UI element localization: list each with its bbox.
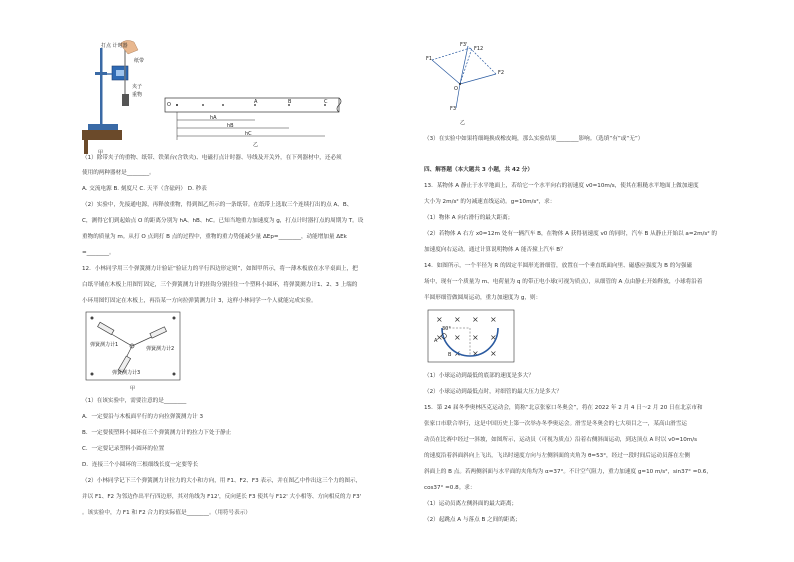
iron-stand-figure xyxy=(82,40,162,155)
svg-text:B: B xyxy=(448,352,452,358)
q14-line2: 场中，现有一个质量为 m、电荷量为 q 的带正电小球(可视为质点），从细管的 A 点由静止开始释放，小球将沿着 xyxy=(424,279,703,285)
svg-text:×: × xyxy=(436,315,443,324)
scale1-body xyxy=(98,322,114,334)
svg-text:F2: F2 xyxy=(498,70,505,76)
q13-sub1: （1）物体 A 向右滑行的最大距离； xyxy=(424,215,514,221)
svg-text:hB: hB xyxy=(227,123,234,129)
svg-text:×: × xyxy=(454,333,461,342)
force-diagram xyxy=(424,40,524,130)
table-top xyxy=(82,130,122,140)
svg-text:甲: 甲 xyxy=(98,150,104,156)
q12-opt-d: D．连接三个小圆环的三根细线长度一定要等长 xyxy=(82,462,199,468)
q12-opt-b: B．一定要使塑料小圆环在三个弹簧测力计的拉力下处于静止 xyxy=(82,430,232,436)
q11-line7: =________。 xyxy=(82,250,115,256)
svg-text:A: A xyxy=(254,99,258,105)
scale2-body xyxy=(150,327,167,338)
svg-text:打点 计时器: 打点 计时器 xyxy=(101,43,128,49)
q12-opt-c: C．一定要记录塑料小圆环的位置 xyxy=(82,446,165,452)
q12-line2: 白纸平铺在木板上用图钉固定，三个弹簧测力计的挂钩分别挂住一个塑料小圆环，将弹簧测力计1、2、3 上端的 xyxy=(82,282,358,288)
svg-text:A: A xyxy=(434,338,438,344)
svg-text:hA: hA xyxy=(210,115,217,121)
q11-line1: （1）除带夹子的重物、纸带、铁架台(含铁夹)、电磁打点计时器、导线及开关外，在下列器材中，还必须 xyxy=(82,155,342,161)
svg-text:30°: 30° xyxy=(442,326,451,332)
weight xyxy=(122,94,129,106)
svg-text:F12: F12 xyxy=(474,46,484,52)
q15-line2: 张家口市联合举行，这是中国历史上第一次举办冬季奥运会。滑雪是冬奥会的七大项目之一，某高山滑雪运 xyxy=(424,421,687,427)
q15-sub2: （2）起跳点 A 与落点 B 之间的距离； xyxy=(424,517,521,523)
q14-line3: 半圆形细管做圆周运动，重力加速度为 g，则： xyxy=(424,295,542,301)
svg-text:×: × xyxy=(454,315,461,324)
svg-text:重物: 重物 xyxy=(132,92,143,98)
svg-text:弹簧测力计3: 弹簧测力计3 xyxy=(112,370,141,376)
q14-sub2: （2）小球运动到最低点时，对细管的最大压力是多大？ xyxy=(424,389,562,395)
svg-text:O: O xyxy=(167,102,171,108)
svg-text:弹簧测力计2: 弹簧测力计2 xyxy=(146,346,175,352)
svg-text:B: B xyxy=(288,99,292,105)
q12-sub2c: 。该实验中，力 F1 和 F2 合力的实际值是________。（用符号表示） xyxy=(82,510,251,516)
q13-line1: 13．某物体 A 静止于水平地面上，若给它一个水平向右的初速度 v0=10m/s，使其在粗糙水平地面上做加速度 xyxy=(424,183,699,189)
q15-line1: 15．第 24 届冬季奥林匹克运动会，简称“北京张家口冬奥会”，将在 2022 年 2 月 4 日～2 月 20 日在北京市和 xyxy=(424,405,703,411)
svg-text:C: C xyxy=(324,99,328,105)
F3p-vector xyxy=(460,46,468,84)
svg-text:×: × xyxy=(490,333,497,342)
spring-scale-figure xyxy=(86,312,186,394)
stand-rod xyxy=(100,48,103,126)
q15-sub1: （1）运动员离左侧斜面的最大距离； xyxy=(424,501,518,507)
svg-text:×: × xyxy=(472,315,479,324)
table-leg xyxy=(84,140,88,154)
q12-sub2a: （2）小林同学记下三个弹簧测力计拉力的大小和方向，用 F1、F2、F3 表示，并在图乙中作出这三个力的图示， xyxy=(82,478,362,484)
q12-opt-a: A．一定要沿与木板面平行的方向拉弹簧测力计 3 xyxy=(82,414,204,420)
tape-strip xyxy=(165,98,339,112)
svg-text:弹簧测力计1: 弹簧测力计1 xyxy=(90,342,119,348)
svg-text:×: × xyxy=(436,333,443,342)
svg-text:hC: hC xyxy=(245,131,252,137)
svg-text:F3': F3' xyxy=(460,42,468,48)
q15-line4: 的速度沿着斜面斜向上飞出，飞出时速度方向与左侧斜面的夹角为 θ=53°，经过一段时间后运动员落在左侧 xyxy=(424,453,690,459)
q15-line3: 动员在比赛中经过一斜坡，如图所示，运动员（可视为质点）沿着右侧斜面运动，到达顶点 A 时以 v0=10m/s xyxy=(424,437,698,443)
svg-text:×: × xyxy=(454,349,461,358)
q12-sub3: （3）在实验中如果将细绳换成橡皮绳，那么实验结果________影响。（选填“有”或“无”） xyxy=(424,136,644,142)
q11-line2: 使用的两种器材是________。 xyxy=(82,170,155,176)
svg-text:乙: 乙 xyxy=(253,142,259,148)
svg-text:甲: 甲 xyxy=(130,386,136,392)
q15-line6: cos37° =0.8。求： xyxy=(424,485,476,491)
tape-figure xyxy=(165,98,345,150)
q14-sub1: （1）小球运动到最低的底部的速度是多大？ xyxy=(424,373,534,379)
F2-vector xyxy=(460,74,496,84)
q12-line3: 小环用图钉固定在木板上，再沿某一方向拉弹簧测力计 3，这样小林同学一个人就能完成实验。 xyxy=(82,298,317,304)
q11-line6: 重物的质量为 m。从打 O 点到打 B 点的过程中，重物的重力势能减少量 ΔEp=________，动能增加量 ΔEk xyxy=(82,234,347,240)
q12-sub1: （1）在该实验中，需要注意的是________ xyxy=(82,398,187,404)
q11-options: A. 交流电源 B. 刻度尺 C. 天平（含砝码） D. 秒表 xyxy=(82,186,207,192)
q11-line5: C，测得它们到起始点 O 的距离分别为 hA、hB、hC。已知当地重力加速度为 g，打点计时器打点的周期为 T。设 xyxy=(82,218,364,224)
svg-text:O: O xyxy=(454,86,458,92)
svg-text:夹子: 夹子 xyxy=(132,84,143,90)
q15-line5: 斜面上的 B 点。若两侧斜面与水平面的夹角均为 α=37°。不计空气阻力，重力加速度 g=10 m/s²，sin37° =0.6， xyxy=(424,469,712,475)
F12-vector xyxy=(460,48,472,84)
svg-text:×: × xyxy=(490,315,497,324)
q12-line1: 12．小林同学用三个弹簧测力计验证“验证力的平行四边形定则”，如图甲所示，将一薄木板放在水平桌面上，把 xyxy=(82,266,358,272)
F1-vector xyxy=(432,60,460,84)
magnetic-tube-figure xyxy=(428,310,518,368)
q12-sub2b: 并以 F1、F2 为邻边作出平行四边形，其对角线为 F12'，反向延长 F3 使其与 F12' 大小相等、方向相反的力 F3' xyxy=(82,494,362,500)
stand-base xyxy=(88,124,118,130)
svg-text:×: × xyxy=(490,349,497,358)
section-title: 四、解答题（本大题共 3 小题，共 42 分） xyxy=(424,167,533,173)
svg-text:×: × xyxy=(472,333,479,342)
q13-line2: 大小为 2m/s² 的匀减速直线运动。g=10m/s²，求： xyxy=(424,199,556,205)
q14-line1: 14．如图所示，一个半径为 R 的固定半圆形光滑细管，放置在一个垂直纸面向里、磁感应强度为 B 的匀强磁 xyxy=(424,263,693,269)
q13-sub2b: 加速度向右运动，通过计算说明物体 A 能否撞上汽车 B？ xyxy=(424,247,566,253)
svg-text:F3: F3 xyxy=(450,106,457,112)
q11-line4: （2）实验中，先接通电源，再释放重物，得到图乙所示的一条纸带。在纸带上选取三个连续打出的点 A、B、 xyxy=(82,202,353,208)
svg-text:F1: F1 xyxy=(426,56,433,62)
svg-text:×: × xyxy=(472,349,479,358)
svg-text:纸带: 纸带 xyxy=(134,58,145,64)
q13-sub2a: （2）若物体 A 右方 x0=12m 处有一辆汽车 B，在物体 A 获得初速度 v0 的同时，汽车 B 从静止开始以 a=2m/s² 的 xyxy=(424,231,717,237)
svg-text:乙: 乙 xyxy=(460,120,466,126)
